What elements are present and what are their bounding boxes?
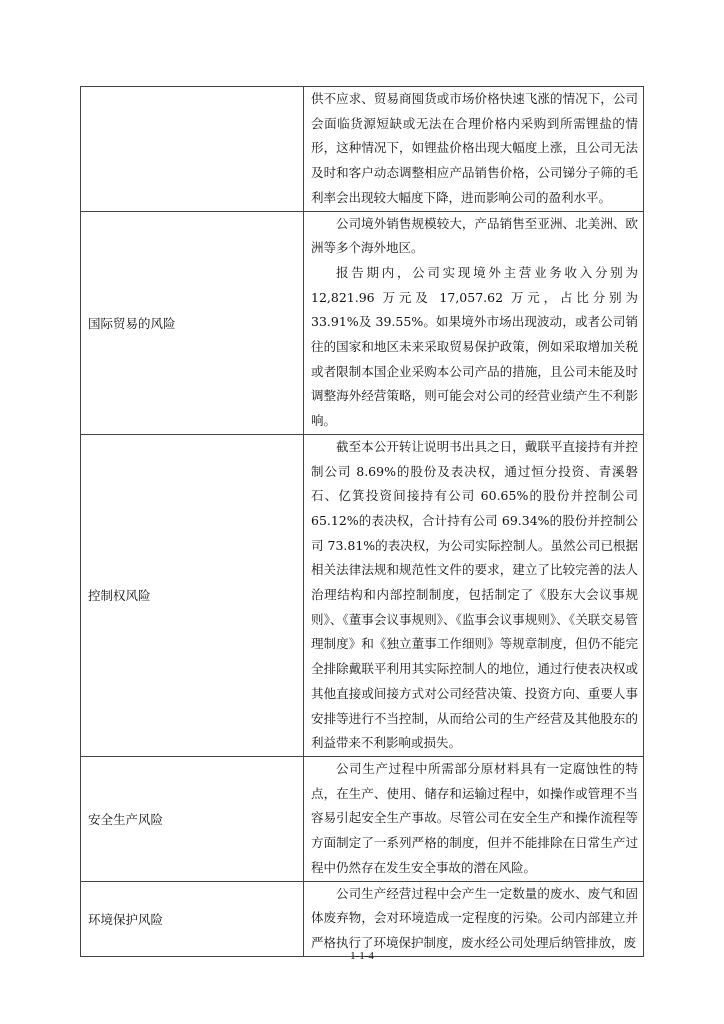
risk-description-cell — [304, 211, 644, 434]
risk-name-cell — [81, 87, 304, 212]
risk-name-cell: 安全生产风险 — [81, 756, 304, 881]
risk-description-cell — [304, 881, 644, 956]
risk-name-cell: 环境保护风险 — [81, 881, 304, 956]
table-row — [81, 87, 644, 212]
table-row — [81, 756, 644, 881]
page-number: 1-1-4 — [350, 950, 374, 962]
risk-description-cell — [304, 434, 644, 756]
risk-name-cell: 控制权风险 — [81, 434, 304, 756]
table-row — [81, 434, 644, 756]
description-paragraph: 公司境外销售规模较大，产品销售至亚洲、北美洲、欧洲等多个海外地区。 — [311, 215, 638, 256]
description-paragraph: 供不应求、贸易商囤货或市场价格快速飞涨的情况下，公司会面临货源短缺或无法在合理价格内采购到所需锂盐的情形，这种情况下，如锂盐价格出现大幅度上涨，且公司无法及时和客户动态调整相应产品销售价格，公司锑分子筛的毛利率会出现较大幅度下降，进而影响公司的盈利水平。 — [311, 91, 638, 205]
risk-description-cell — [304, 756, 644, 881]
description-paragraph: 报告期内，公司实现境外主营业务收入分别为 12,821.96 万元及 17,057.62 万元，占比分别为 33.91%及 39.55%。如果境外市场出现波动，或者公司销往的国家和地区未来采取贸易保护政策，例如采取增加关税或者限制本国企业采购本公司产品的措施，且公司未能及时调整海外经营策略，则可能会对公司的经营业绩产生不利影响。 — [311, 264, 638, 429]
table-row — [81, 211, 644, 434]
description-paragraph: 截至本公开转让说明书出具之日，戴联平直接持有并控制公司 8.69%的股份及表决权，通过恒分投资、青溪磐石、亿箕投资间接持有公司 60.65%的股份并控制公司 65.12%的表决权，合计持有公司 69.34%的股份并控制公司 73.81%的表决权，为公司实际控制人。虽然公司已根据相关法律法规和规范性文件的要求，建立了比较完善的法人治理结构和内部控制制度，包括制定了《股东大会议事规则》、《董事会议事规则》、《监事会议事规则》、《关联交易管理制度》和《独立董事工作细则》等规章制度，但仍不能完全排除戴联平利用其实际控制人的地位，通过行使表决权或其他直接或间接方式对公司经营决策、投资方向、重要人事安排等进行不当控制，从而给公司的生产经营及其他股东的利益带来不利影响或损失。 — [311, 438, 638, 751]
risk-table — [80, 86, 644, 957]
risk-description-cell — [304, 87, 644, 212]
description-paragraph: 公司生产经营过程中会产生一定数量的废水、废气和固体废弃物，会对环境造成一定程度的污染。公司内部建立并严格执行了环境保护制度，废水经公司处理后纳管排放，废 — [311, 885, 638, 950]
description-paragraph: 公司生产过程中所需部分原材料具有一定腐蚀性的特点，在生产、使用、储存和运输过程中，如操作或管理不当容易引起安全生产事故。尽管公司在安全生产和操作流程等方面制定了一系列严格的制度，但并不能排除在日常生产过程中仍然存在发生安全事故的潜在风险。 — [311, 760, 638, 875]
table-row — [81, 881, 644, 956]
risk-name-cell: 国际贸易的风险 — [81, 211, 304, 434]
